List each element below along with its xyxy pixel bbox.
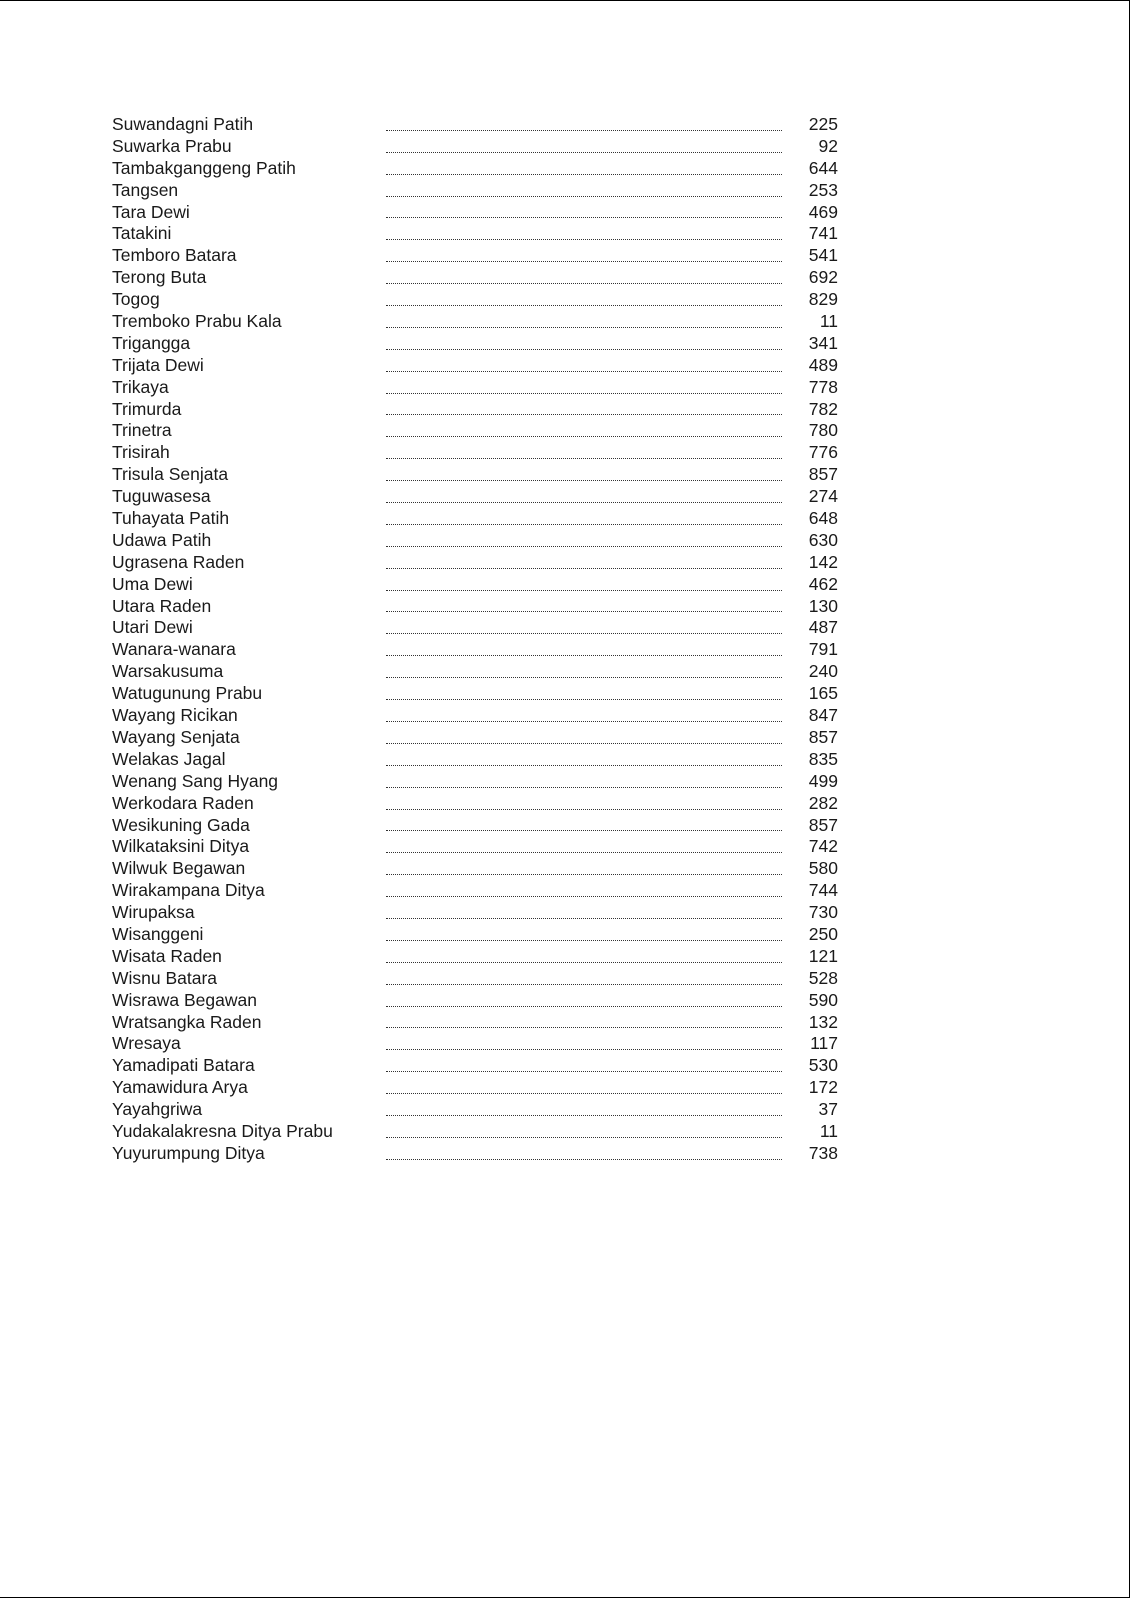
entry-page-number: 742: [808, 836, 838, 857]
entry-page-number: 142: [808, 551, 838, 572]
dot-leader: [386, 771, 782, 793]
entry-page-number: 829: [808, 289, 838, 310]
dot-leader: [386, 464, 782, 486]
entry-name: Tuguwasesa: [112, 486, 211, 507]
index-entry: [112, 639, 838, 661]
dot-leader: [386, 617, 782, 639]
entry-page-number: 250: [808, 923, 838, 944]
index-entry: [112, 595, 838, 618]
entry-name: Togog: [112, 289, 160, 310]
dot-leader: [386, 990, 782, 1012]
entry-name: Trikaya: [112, 376, 169, 397]
entry-page-number: 630: [808, 529, 838, 550]
entry-name: Trisula Senjata: [112, 464, 229, 485]
entry-name: Watugunung Prabu: [112, 683, 263, 704]
index-entry: [112, 442, 838, 464]
index-list: [112, 114, 838, 1165]
dot-leader: [386, 968, 782, 990]
entry-name: Utari Dewi: [112, 617, 193, 638]
entry-page-number: 282: [808, 792, 838, 813]
entry-page-number: 225: [808, 114, 838, 134]
dot-leader: [386, 552, 782, 574]
entry-page-number: 37: [818, 1099, 838, 1120]
dot-leader: [386, 223, 782, 245]
dot-leader: [386, 1099, 782, 1121]
dot-leader: [386, 530, 782, 552]
entry-page-number: 692: [808, 267, 838, 288]
index-entry: [112, 354, 838, 377]
dot-leader: [386, 1077, 782, 1099]
index-entry: [112, 683, 838, 705]
entry-page-number: 778: [808, 376, 838, 397]
index-entry: [112, 114, 838, 136]
dot-leader: [386, 114, 782, 136]
entry-name: Yayahgriwa: [112, 1099, 203, 1120]
dot-leader: [386, 793, 782, 815]
entry-page-number: 541: [808, 245, 838, 266]
index-entry: [112, 573, 838, 596]
entry-name: Wisnu Batara: [112, 967, 218, 988]
entry-name: Wresaya: [112, 1033, 181, 1054]
entry-page-number: 499: [808, 770, 838, 791]
index-entry: [112, 726, 838, 749]
index-entry: [112, 1011, 838, 1034]
dot-leader: [386, 311, 782, 333]
entry-page-number: 341: [808, 332, 838, 353]
entry-page-number: 730: [808, 902, 838, 923]
dot-leader: [386, 727, 782, 749]
entry-page-number: 857: [808, 464, 838, 485]
entry-name: Trimurda: [112, 398, 182, 419]
index-entry: [112, 245, 838, 267]
entry-page-number: 274: [808, 486, 838, 507]
entry-name: Werkodara Raden: [112, 792, 254, 813]
dot-leader: [386, 508, 782, 530]
dot-leader: [386, 202, 782, 224]
entry-name: Wayang Senjata: [112, 726, 240, 747]
dot-leader: [386, 924, 782, 946]
entry-name: Wesikuning Gada: [112, 814, 250, 835]
entry-name: Wirakampana Ditya: [112, 880, 265, 901]
dot-leader: [386, 1033, 782, 1055]
index-entry: [112, 135, 838, 158]
entry-page-number: 782: [808, 398, 838, 419]
index-entry: [112, 814, 838, 837]
index-entry: [112, 289, 838, 311]
index-entry: [112, 1033, 838, 1055]
index-entry: [112, 1142, 838, 1165]
entry-name: Terong Buta: [112, 267, 207, 288]
dot-leader: [386, 661, 782, 683]
entry-name: Suwarka Prabu: [112, 135, 232, 156]
entry-page-number: 780: [808, 420, 838, 441]
index-entry: [112, 836, 838, 858]
entry-name: Warsakusuma: [112, 661, 224, 682]
index-entry: [112, 529, 838, 552]
entry-name: Tatakini: [112, 223, 172, 244]
entry-page-number: 487: [808, 617, 838, 638]
index-entry: [112, 1120, 838, 1143]
entry-page-number: 744: [808, 880, 838, 901]
entry-page-number: 648: [808, 508, 838, 529]
entry-name: Tremboko Prabu Kala: [112, 311, 282, 332]
index-entry: [112, 923, 838, 946]
entry-name: Yudakalakresna Ditya Prabu: [112, 1120, 333, 1141]
index-entry: [112, 420, 838, 442]
dot-leader: [386, 1143, 782, 1165]
index-entry: [112, 332, 838, 355]
dot-leader: [386, 815, 782, 837]
dot-leader: [386, 705, 782, 727]
dot-leader: [386, 158, 782, 180]
dot-leader: [386, 136, 782, 158]
entry-page-number: 132: [808, 1011, 838, 1032]
dot-leader: [386, 1121, 782, 1143]
dot-leader: [386, 858, 782, 880]
dot-leader: [386, 267, 782, 289]
dot-leader: [386, 1055, 782, 1077]
dot-leader: [386, 399, 782, 421]
entry-page-number: 857: [808, 726, 838, 747]
dot-leader: [386, 486, 782, 508]
index-entry: [112, 945, 838, 968]
index-entry: [112, 748, 838, 771]
dot-leader: [386, 880, 782, 902]
index-entry: [112, 157, 838, 180]
entry-name: Wanara-wanara: [112, 639, 236, 660]
entry-name: Wilkataksini Ditya: [112, 836, 250, 857]
entry-page-number: 117: [810, 1033, 838, 1054]
entry-name: Udawa Patih: [112, 529, 212, 550]
entry-page-number: 11: [819, 1120, 838, 1141]
entry-page-number: 240: [808, 661, 838, 682]
entry-name: Tara Dewi: [112, 201, 190, 222]
index-entry: [112, 376, 838, 399]
entry-page-number: 738: [808, 1142, 838, 1163]
entry-name: Tangsen: [112, 179, 179, 200]
entry-page-number: 165: [808, 683, 838, 704]
dot-leader: [386, 180, 782, 202]
dot-leader: [386, 639, 782, 661]
entry-page-number: 11: [819, 311, 838, 332]
entry-page-number: 847: [808, 705, 838, 726]
entry-name: Ugrasena Raden: [112, 551, 245, 572]
dot-leader: [386, 1012, 782, 1034]
entry-page-number: 857: [808, 814, 838, 835]
entry-page-number: 580: [808, 858, 838, 879]
entry-page-number: 644: [808, 157, 838, 178]
index-entry: [112, 398, 838, 421]
index-entry: [112, 705, 838, 727]
entry-name: Wratsangka Raden: [112, 1011, 262, 1032]
entry-name: Wenang Sang Hyang: [112, 770, 279, 791]
entry-name: Trijata Dewi: [112, 354, 204, 375]
index-entry: [112, 223, 838, 245]
entry-page-number: 530: [808, 1055, 838, 1076]
dot-leader: [386, 420, 782, 442]
index-entry: [112, 1077, 838, 1099]
entry-page-number: 489: [808, 354, 838, 375]
index-entry: [112, 1055, 838, 1077]
entry-page-number: 469: [808, 201, 838, 222]
entry-name: Wirupaksa: [112, 902, 195, 923]
index-entry: [112, 486, 838, 508]
entry-page-number: 172: [808, 1077, 838, 1098]
entry-page-number: 741: [808, 223, 838, 244]
entry-name: Utara Raden: [112, 595, 212, 616]
entry-name: Trinetra: [112, 420, 172, 441]
entry-name: Trisirah: [112, 442, 170, 463]
index-entry: [112, 902, 838, 924]
entry-page-number: 253: [808, 179, 838, 200]
entry-name: Temboro Batara: [112, 245, 237, 266]
dot-leader: [386, 442, 782, 464]
entry-page-number: 92: [818, 135, 838, 156]
entry-name: Wilwuk Begawan: [112, 858, 246, 879]
dot-leader: [386, 377, 782, 399]
dot-leader: [386, 683, 782, 705]
entry-page-number: 590: [808, 989, 838, 1010]
dot-leader: [386, 946, 782, 968]
index-entry: [112, 858, 838, 880]
index-entry: [112, 551, 838, 574]
entry-page-number: 462: [808, 573, 838, 594]
dot-leader: [386, 289, 782, 311]
entry-name: Suwandagni Patih: [112, 114, 254, 134]
index-entry: [112, 989, 838, 1012]
dot-leader: [386, 749, 782, 771]
index-entry: [112, 792, 838, 815]
entry-page-number: 791: [808, 639, 838, 660]
entry-name: Uma Dewi: [112, 573, 193, 594]
entry-name: Welakas Jagal: [112, 748, 226, 769]
index-entry: [112, 880, 838, 902]
entry-name: Yuyurumpung Ditya: [112, 1142, 265, 1163]
entry-name: Yamadipati Batara: [112, 1055, 255, 1076]
entry-name: Tuhayata Patih: [112, 508, 230, 529]
entry-page-number: 835: [808, 748, 838, 769]
index-entry: [112, 967, 838, 990]
dot-leader: [386, 245, 782, 267]
entry-page-number: 528: [808, 967, 838, 988]
index-entry: [112, 179, 838, 202]
index-entry: [112, 1099, 838, 1121]
entry-name: Wisata Raden: [112, 945, 222, 966]
entry-page-number: 121: [808, 945, 838, 966]
entry-name: Wayang Ricikan: [112, 705, 238, 726]
index-entry: [112, 311, 838, 333]
entry-page-number: 130: [808, 595, 838, 616]
entry-name: Yamawidura Arya: [112, 1077, 248, 1098]
entry-name: Tambakganggeng Patih: [112, 157, 296, 178]
index-entry: [112, 661, 838, 683]
dot-leader: [386, 574, 782, 596]
dot-leader: [386, 596, 782, 618]
index-entry: [112, 508, 838, 530]
dot-leader: [386, 836, 782, 858]
index-entry: [112, 617, 838, 639]
index-entry: [112, 464, 838, 486]
entry-name: Wisrawa Begawan: [112, 989, 257, 1010]
entry-name: Trigangga: [112, 332, 191, 353]
index-entry: [112, 770, 838, 793]
dot-leader: [386, 902, 782, 924]
index-entry: [112, 267, 838, 289]
entry-page-number: 776: [808, 442, 838, 463]
dot-leader: [386, 355, 782, 377]
dot-leader: [386, 333, 782, 355]
index-entry: [112, 201, 838, 224]
entry-name: Wisanggeni: [112, 923, 204, 944]
